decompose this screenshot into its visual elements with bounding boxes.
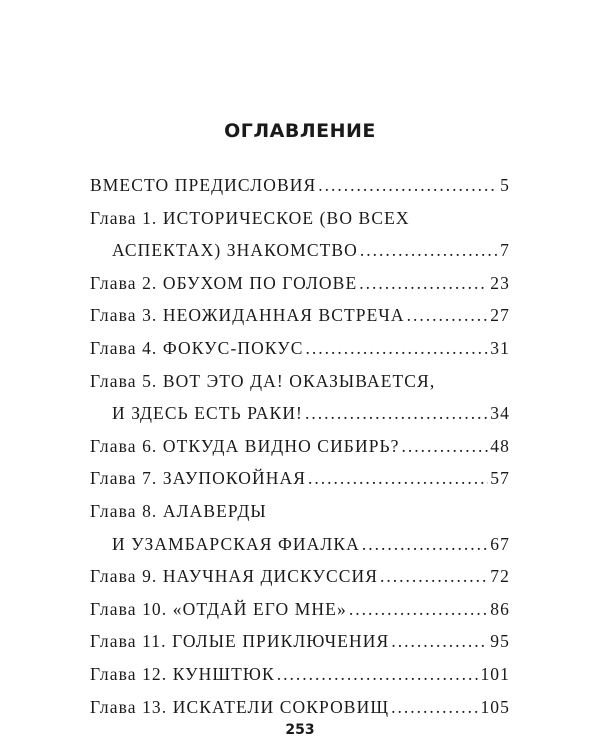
entry-title: Глава 1. ИСТОРИЧЕСКОЕ (ВО ВСЕХ [90, 207, 410, 228]
toc-entry [90, 365, 510, 430]
toc-line [90, 625, 510, 658]
toc-entry [90, 691, 510, 724]
toc-line [90, 430, 510, 463]
toc-line [90, 267, 510, 300]
entry-title: Глава 13. ИСКАТЕЛИ СОКРОВИЩ [90, 696, 390, 717]
dot-leader [306, 332, 489, 365]
toc-line [90, 593, 510, 626]
toc-entry [90, 332, 510, 365]
dot-leader [391, 691, 478, 724]
dot-leader [277, 658, 479, 691]
dot-leader [402, 430, 489, 463]
toc-line [90, 365, 510, 398]
toc-entry [90, 495, 510, 560]
dot-leader [359, 267, 488, 300]
toc-line [90, 332, 510, 365]
entry-page-number: 23 [490, 272, 510, 293]
entry-page-number: 57 [490, 468, 510, 489]
dot-leader [308, 462, 488, 495]
dot-leader [362, 528, 488, 561]
toc-line [90, 691, 510, 724]
toc-line [90, 169, 510, 202]
toc-line [90, 202, 510, 235]
entry-title: Глава 4. ФОКУС-ПОКУС [90, 337, 304, 358]
dot-leader [391, 625, 488, 658]
toc-line [90, 299, 510, 332]
toc-entry [90, 593, 510, 626]
entry-page-number: 67 [490, 533, 510, 554]
entry-title: Глава 7. ЗАУПОКОЙНАЯ [90, 468, 306, 489]
entry-title: Глава 2. ОБУХОМ ПО ГОЛОВЕ [90, 272, 358, 293]
toc-entry [90, 658, 510, 691]
entry-page-number: 101 [480, 663, 510, 684]
toc-entry [90, 560, 510, 593]
entry-title: Глава 11. ГОЛЫЕ ПРИКЛЮЧЕНИЯ [90, 631, 390, 652]
entry-title: Глава 12. КУНШТЮК [90, 663, 275, 684]
toc-entry [90, 169, 510, 202]
entry-page-number: 7 [500, 240, 510, 261]
entry-title: Глава 9. НАУЧНАЯ ДИСКУССИЯ [90, 566, 379, 587]
toc-line [90, 462, 510, 495]
entry-page-number: 48 [490, 435, 510, 456]
entry-title: И ЗДЕСЬ ЕСТЬ РАКИ! [112, 403, 303, 424]
toc-entry [90, 299, 510, 332]
page-number: 253 [285, 722, 315, 738]
page-title: ОГЛАВЛЕНИЕ [224, 120, 376, 142]
entry-page-number: 5 [500, 175, 510, 195]
toc-line [90, 495, 510, 528]
entry-title: И УЗАМБАРСКАЯ ФИАЛКА [112, 533, 360, 554]
toc-line [90, 397, 510, 430]
entry-page-number: 31 [490, 337, 510, 358]
dot-leader [360, 234, 498, 267]
entry-title: АСПЕКТАХ) ЗНАКОМСТВО [112, 240, 358, 261]
toc-line [90, 234, 510, 267]
entry-title: ВМЕСТО ПРЕДИСЛОВИЯ [90, 175, 317, 195]
toc-line [90, 658, 510, 691]
dot-leader [318, 169, 498, 202]
toc-line [90, 528, 510, 561]
entry-page-number: 72 [490, 566, 510, 587]
toc-entry [90, 625, 510, 658]
toc-entry [90, 430, 510, 463]
toc-entry [90, 462, 510, 495]
dot-leader [349, 593, 488, 626]
entry-title: Глава 6. ОТКУДА ВИДНО СИБИРЬ? [90, 435, 400, 456]
entry-page-number: 105 [480, 696, 510, 717]
entry-title: Глава 10. «ОТДАЙ ЕГО МНЕ» [90, 598, 347, 619]
entry-title: Глава 5. ВОТ ЭТО ДА! ОКАЗЫВАЕТСЯ, [90, 370, 436, 391]
dot-leader [305, 397, 488, 430]
toc-entry [90, 267, 510, 300]
entry-page-number: 95 [490, 631, 510, 652]
toc-entry [90, 202, 510, 267]
entry-title: Глава 3. НЕОЖИДАННАЯ ВСТРЕЧА [90, 305, 405, 326]
entry-page-number: 86 [490, 598, 510, 619]
entry-page-number: 27 [490, 305, 510, 326]
entry-page-number: 34 [490, 403, 510, 424]
table-of-contents [90, 169, 510, 723]
dot-leader [407, 299, 489, 332]
toc-line [90, 560, 510, 593]
dot-leader [380, 560, 488, 593]
entry-title: Глава 8. АЛАВЕРДЫ [90, 500, 267, 521]
